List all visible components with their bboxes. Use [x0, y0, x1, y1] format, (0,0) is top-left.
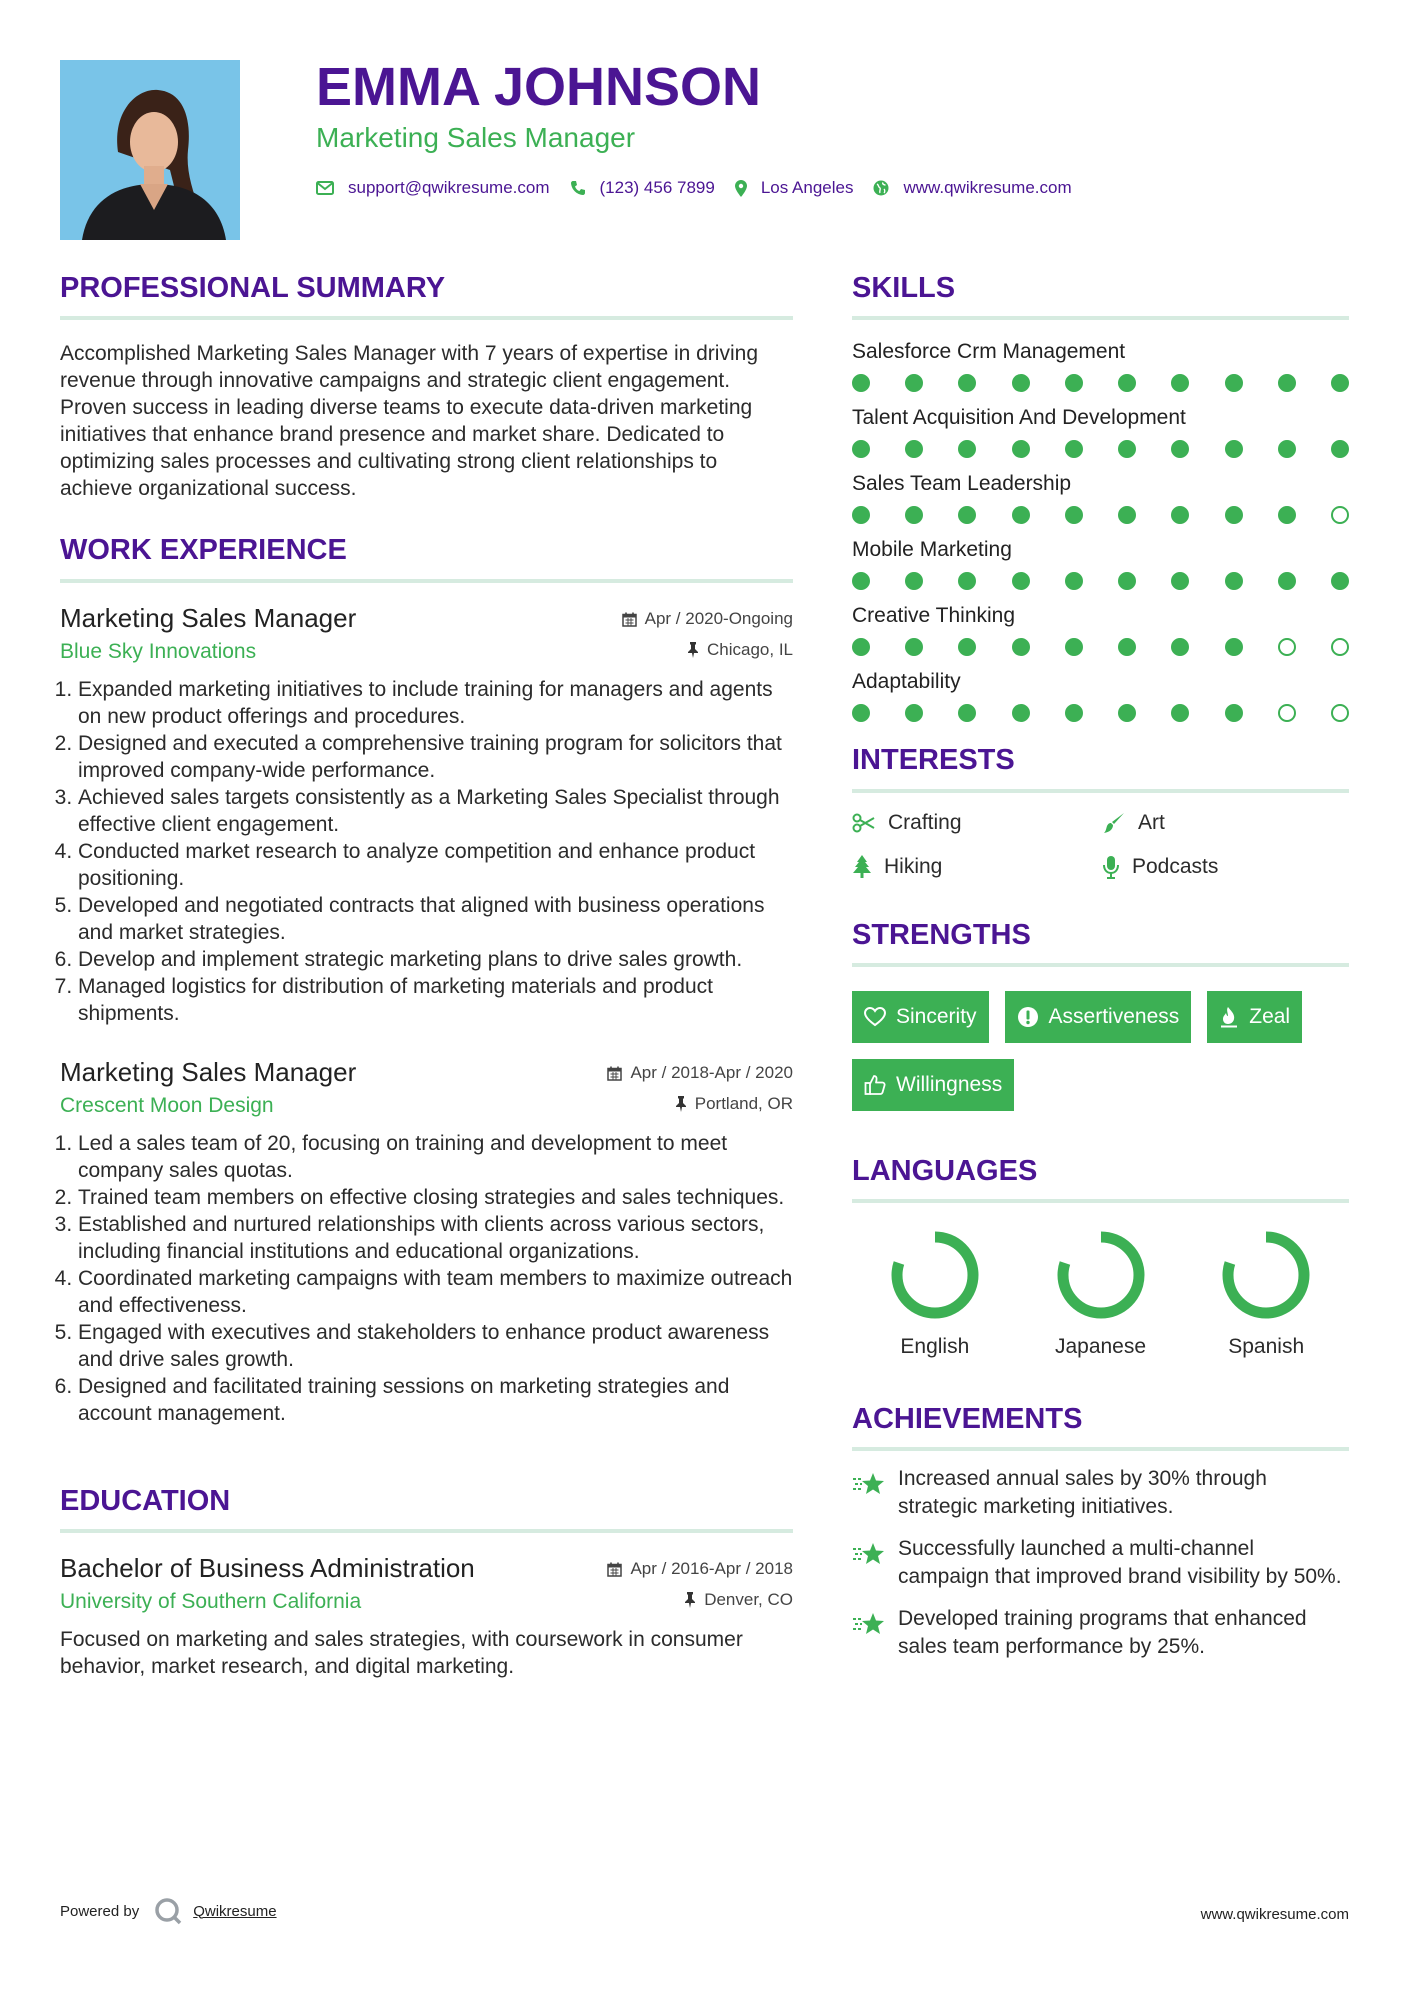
rating-dot-filled [1225, 638, 1243, 656]
rating-dot-filled [1118, 638, 1136, 656]
rating-dot-filled [852, 704, 870, 722]
skill-name: Adaptability [852, 670, 961, 694]
rating-dot-empty [1331, 506, 1349, 524]
skill-rating [852, 704, 1349, 722]
strength-label: Assertiveness [1048, 1004, 1180, 1028]
rating-dot-filled [1171, 374, 1189, 392]
list-item: 6. Develop and implement strategic marketing plans to drive sales growth. [78, 946, 793, 973]
strengths-heading: STRENGTHS [852, 917, 1349, 967]
rating-dot-filled [1278, 374, 1296, 392]
language-ring [1220, 1229, 1312, 1321]
interests-list [852, 811, 1349, 879]
rating-dot-filled [1012, 440, 1030, 458]
rating-dot-filled [1171, 638, 1189, 656]
left-column [60, 270, 793, 1680]
rating-dot-filled [852, 572, 870, 590]
achievements-heading: ACHIEVEMENTS [852, 1401, 1349, 1451]
achievements-section [852, 1401, 1349, 1661]
rating-dot-filled [905, 506, 923, 524]
job-duties [60, 676, 793, 1027]
skill-name: Salesforce Crm Management [852, 340, 1126, 364]
list-item: 4. Conducted market research to analyze competition and enhance product positioning. [78, 838, 793, 892]
rating-dot-filled [1065, 638, 1083, 656]
phone-text: (123) 456 7899 [599, 178, 715, 197]
job-role: Marketing Sales Manager [60, 602, 357, 633]
strength-tag [852, 991, 989, 1043]
rating-dot-filled [1331, 440, 1349, 458]
rating-dot-empty [1278, 704, 1296, 722]
job-dates [622, 609, 793, 629]
contact-website[interactable] [873, 178, 1071, 198]
interests-heading: INTERESTS [852, 742, 1349, 792]
list-item: 2. Designed and executed a comprehensive training program for solicitors that improved company-wide performance. [78, 730, 793, 784]
job-duties [60, 1130, 793, 1427]
rating-dot-filled [958, 374, 976, 392]
job-dates-text: Apr / 2020-Ongoing [644, 609, 793, 628]
strength-label: Sincerity [896, 1004, 977, 1028]
language-name: Spanish [1228, 1335, 1305, 1358]
language-proficiency-arc [897, 1237, 973, 1313]
powered-by-label: Powered by [60, 1902, 140, 1920]
flame-icon [1219, 1006, 1239, 1028]
rating-dot-filled [1225, 440, 1243, 458]
qwikresume-link[interactable]: Qwikresume [193, 1902, 277, 1920]
language-ring [889, 1229, 981, 1321]
rating-dot-filled [1065, 440, 1083, 458]
skill-name: Talent Acquisition And Development [852, 406, 1186, 430]
skills-heading: SKILLS [852, 270, 1349, 320]
calendar-icon [607, 1562, 622, 1577]
languages-section [852, 1153, 1349, 1359]
shooting-star-icon [852, 1611, 886, 1637]
degree: Bachelor of Business Administration [60, 1552, 475, 1583]
envelope-icon [316, 181, 334, 195]
rating-dot-filled [1171, 704, 1189, 722]
list-item: 1. Led a sales team of 20, focusing on training and development to meet company sales quotas. [78, 1130, 793, 1184]
list-item: 3. Achieved sales targets consistently as a Marketing Sales Specialist through effective client engagement. [78, 784, 793, 838]
achievement-item [852, 1465, 1349, 1521]
education-dates [607, 1559, 793, 1579]
strengths-section [852, 917, 1349, 1111]
list-item: 1. Expanded marketing initiatives to include training for managers and agents on new product offerings and procedures. [78, 676, 793, 730]
skill-rating [852, 440, 1349, 458]
rating-dot-filled [1171, 506, 1189, 524]
rating-dot-filled [1278, 440, 1296, 458]
experience-section [60, 532, 793, 1426]
strength-tag [1005, 991, 1192, 1043]
list-item: 5. Developed and negotiated contracts that aligned with business operations and market strategies. [78, 892, 793, 946]
rating-dot-empty [1278, 638, 1296, 656]
rating-dot-filled [1065, 374, 1083, 392]
paintbrush-icon [1102, 812, 1126, 834]
language-item [1018, 1229, 1184, 1359]
education-location-text: Denver, CO [704, 1589, 793, 1609]
achievement-item [852, 1605, 1349, 1661]
list-item: 7. Managed logistics for distribution of marketing materials and product shipments. [78, 973, 793, 1027]
language-item [852, 1229, 1018, 1359]
rating-dot-filled [1331, 572, 1349, 590]
rating-dot-filled [905, 704, 923, 722]
list-item: 6. Designed and facilitated training sessions on marketing strategies and account management. [78, 1373, 793, 1427]
language-item [1183, 1229, 1349, 1359]
interest-label: Podcasts [1132, 854, 1219, 878]
job-location-text: Chicago, IL [707, 639, 793, 659]
rating-dot-filled [1118, 572, 1136, 590]
candidate-name: EMMA JOHNSON [316, 57, 762, 117]
person-photo-icon [60, 60, 240, 240]
list-item: 3. Established and nurtured relationships with clients across various sectors, including financial institutions and educational organizations. [78, 1211, 793, 1265]
contact-location [735, 178, 854, 198]
rating-dot-filled [852, 374, 870, 392]
contact-phone[interactable] [570, 178, 715, 198]
strength-tag [1207, 991, 1302, 1043]
rating-dot-filled [1012, 704, 1030, 722]
strength-label: Zeal [1249, 1004, 1291, 1028]
rating-dot-filled [905, 572, 923, 590]
calendar-icon [622, 612, 637, 627]
rating-dot-filled [1065, 506, 1083, 524]
rating-dot-filled [1278, 506, 1296, 524]
phone-icon [570, 180, 586, 196]
school: University of Southern California [60, 1589, 362, 1613]
summary-heading: PROFESSIONAL SUMMARY [60, 270, 793, 320]
rating-dot-filled [1012, 572, 1030, 590]
summary-section [60, 270, 793, 502]
language-name: English [900, 1335, 970, 1358]
skill-rating [852, 506, 1349, 524]
rating-dot-filled [958, 506, 976, 524]
globe-icon [873, 180, 889, 196]
location-text: Los Angeles [760, 178, 854, 197]
rating-dot-filled [958, 572, 976, 590]
education-section [60, 1483, 793, 1680]
interest-item [1102, 855, 1342, 879]
job-dates-text: Apr / 2018-Apr / 2020 [630, 1063, 793, 1082]
rating-dot-filled [1225, 374, 1243, 392]
interests-section [852, 742, 1349, 878]
profile-photo [60, 60, 240, 240]
rating-dot-filled [958, 638, 976, 656]
pushpin-icon [675, 1096, 687, 1112]
skill-rating [852, 374, 1349, 392]
job-company: Blue Sky Innovations [60, 639, 257, 663]
rating-dot-empty [1331, 704, 1349, 722]
heart-icon [864, 1007, 886, 1027]
tree-icon [852, 855, 872, 879]
rating-dot-filled [1225, 506, 1243, 524]
rating-dot-filled [1225, 704, 1243, 722]
skills-section [852, 270, 1349, 722]
job-location-text: Portland, OR [694, 1093, 793, 1113]
strength-label: Willingness [896, 1072, 1003, 1096]
right-column [852, 270, 1349, 1661]
rating-dot-filled [905, 374, 923, 392]
interest-item [852, 855, 1102, 879]
rating-dot-filled [1012, 374, 1030, 392]
languages-list [852, 1229, 1349, 1359]
pushpin-icon [684, 1592, 696, 1608]
shooting-star-icon [852, 1541, 886, 1567]
list-item: 2. Trained team members on effective closing strategies and sales techniques. [78, 1184, 793, 1211]
skills-list [852, 340, 1349, 722]
rating-dot-filled [1065, 572, 1083, 590]
skill-name: Sales Team Leadership [852, 472, 1072, 496]
rating-dot-filled [958, 704, 976, 722]
rating-dot-filled [905, 440, 923, 458]
shooting-star-icon [852, 1471, 886, 1497]
achievement-text: Successfully launched a multi-channel campaign that improved brand visibility by 50%. [898, 1537, 1342, 1589]
strengths-list [852, 991, 1349, 1111]
pushpin-icon [687, 642, 699, 658]
rating-dot-filled [1171, 440, 1189, 458]
footer-url[interactable]: www.qwikresume.com [1200, 1906, 1349, 1923]
map-marker-icon [735, 180, 747, 197]
rating-dot-filled [958, 440, 976, 458]
rating-dot-filled [1065, 704, 1083, 722]
interest-label: Crafting [888, 810, 962, 834]
list-item: 5. Engaged with executives and stakeholders to enhance product awareness and drive sales growth. [78, 1319, 793, 1373]
candidate-title: Marketing Sales Manager [316, 122, 636, 153]
languages-heading: LANGUAGES [852, 1153, 1349, 1203]
achievement-item [852, 1535, 1349, 1591]
job-entry [60, 603, 793, 1027]
website-text: www.qwikresume.com [903, 178, 1072, 197]
rating-dot-empty [1331, 638, 1349, 656]
rating-dot-filled [1118, 440, 1136, 458]
education-entry [60, 1553, 793, 1680]
job-company: Crescent Moon Design [60, 1093, 274, 1117]
thumbs-up-icon [864, 1074, 886, 1096]
achievements-list [852, 1465, 1349, 1661]
job-entry [60, 1057, 793, 1427]
education-description: Focused on marketing and sales strategies, with coursework in consumer behavior, market research, and digital marketing. [60, 1627, 743, 1678]
summary-text: Accomplished Marketing Sales Manager with 7 years of expertise in driving revenue through innovative campaigns and strategic client engagement. Proven success in leading diverse teams to execute data-driven marketing initiatives that enhance brand presence and market share. Dedicated to optimizing sales processes and cultivating strong client relationships to achieve organizational success. [60, 342, 758, 501]
skill-rating [852, 638, 1349, 656]
language-name: Japanese [1054, 1335, 1147, 1358]
microphone-icon [1102, 855, 1120, 879]
skill-name: Mobile Marketing [852, 538, 1012, 562]
job-location [675, 1094, 793, 1114]
language-ring [1055, 1229, 1147, 1321]
rating-dot-filled [1118, 704, 1136, 722]
exclamation-icon [1017, 1006, 1039, 1028]
rating-dot-filled [1331, 374, 1349, 392]
rating-dot-filled [1278, 572, 1296, 590]
education-location [684, 1590, 793, 1610]
language-proficiency-arc [1228, 1237, 1304, 1313]
strength-tag [852, 1059, 1014, 1111]
achievement-text: Increased annual sales by 30% through strategic marketing initiatives. [898, 1467, 1267, 1519]
job-role: Marketing Sales Manager [60, 1056, 357, 1087]
interest-label: Art [1138, 810, 1165, 834]
interest-item [852, 811, 1102, 835]
rating-dot-filled [852, 440, 870, 458]
job-dates [607, 1063, 793, 1083]
list-item: 4. Coordinated marketing campaigns with team members to maximize outreach and effectiveness. [78, 1265, 793, 1319]
education-heading: EDUCATION [60, 1483, 793, 1533]
contact-bar [316, 178, 1092, 198]
experience-heading: WORK EXPERIENCE [60, 532, 793, 582]
job-location [687, 640, 793, 660]
email-text: support@qwikresume.com [348, 178, 550, 197]
rating-dot-filled [852, 638, 870, 656]
rating-dot-filled [1012, 638, 1030, 656]
interest-label: Hiking [884, 854, 943, 878]
footer-powered-by [60, 1896, 277, 1926]
rating-dot-filled [1225, 572, 1243, 590]
language-proficiency-arc [1063, 1237, 1139, 1313]
calendar-icon [607, 1066, 622, 1081]
rating-dot-filled [852, 506, 870, 524]
education-dates-text: Apr / 2016-Apr / 2018 [630, 1559, 793, 1579]
rating-dot-filled [905, 638, 923, 656]
rating-dot-filled [1012, 506, 1030, 524]
achievement-text: Developed training programs that enhanced sales team performance by 25%. [898, 1607, 1307, 1659]
scissors-icon [852, 813, 876, 833]
contact-email[interactable] [316, 178, 550, 198]
skill-name: Creative Thinking [852, 604, 1016, 628]
qwikresume-logo-icon [153, 1896, 183, 1926]
rating-dot-filled [1171, 572, 1189, 590]
interest-item [1102, 811, 1342, 835]
skill-rating [852, 572, 1349, 590]
rating-dot-filled [1118, 506, 1136, 524]
rating-dot-filled [1118, 374, 1136, 392]
